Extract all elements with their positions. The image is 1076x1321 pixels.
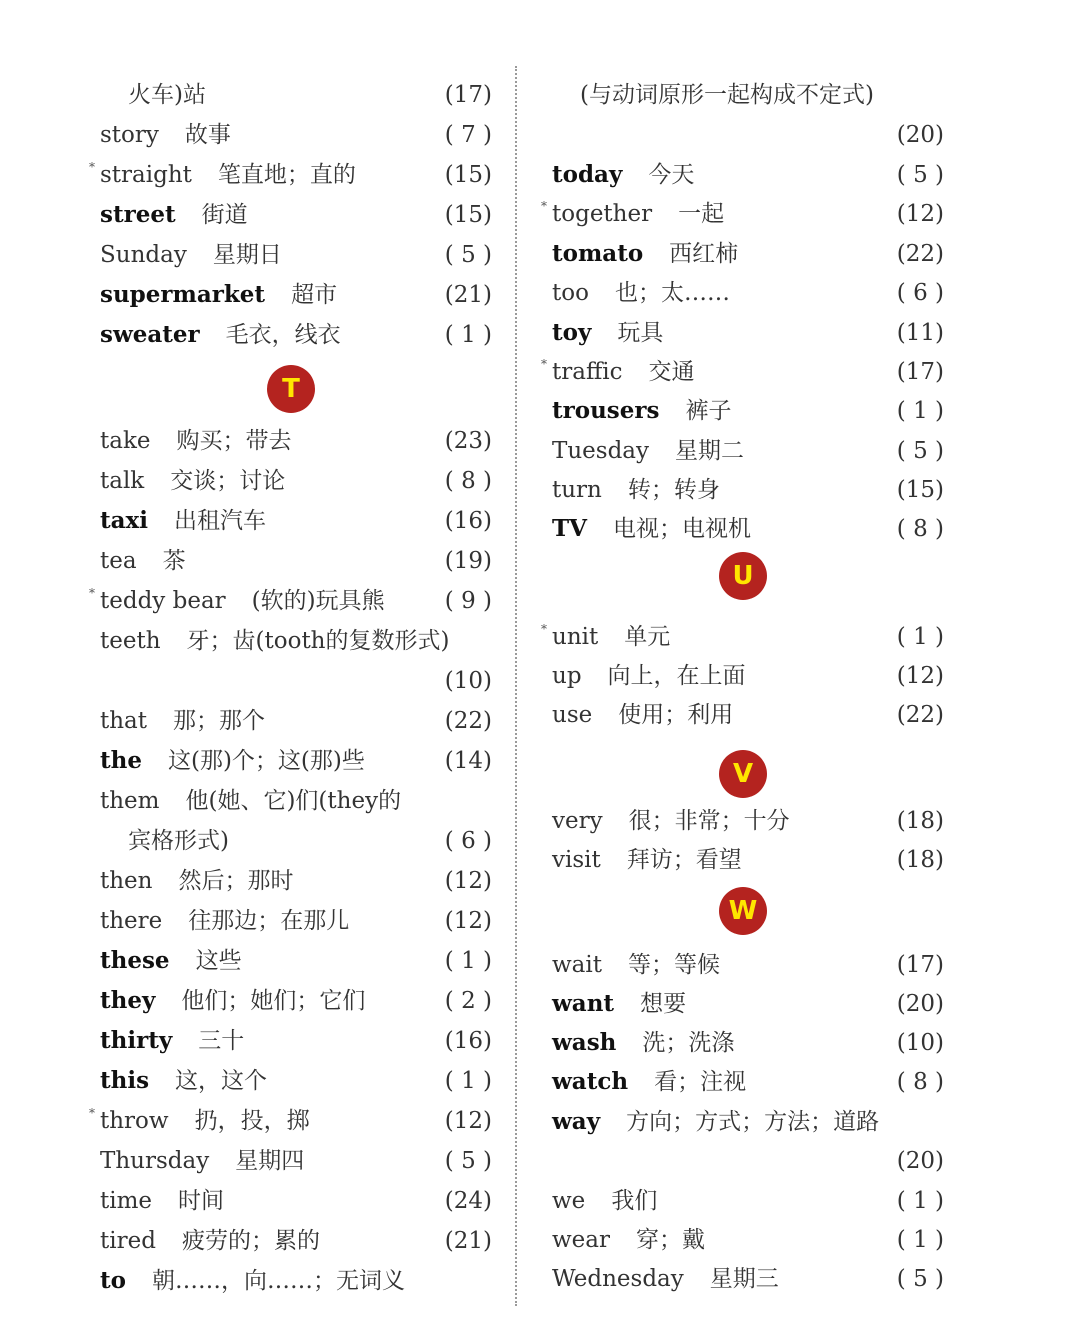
vocab-entry	[89, 1103, 492, 1139]
entry-meaning: 我们	[611, 1188, 658, 1214]
entry-word: there	[100, 908, 163, 934]
entry-meaning: 等；等候	[628, 952, 720, 978]
entry-page-number: ( 6 )	[444, 828, 492, 854]
entry-page-number: ( 1 )	[896, 1188, 944, 1214]
star-marker: *	[541, 622, 547, 636]
entry-word: watch	[552, 1068, 629, 1095]
entry-meaning: 交通	[648, 359, 695, 385]
vocab-entry	[100, 663, 492, 699]
vocab-entry	[89, 583, 492, 619]
vocab-entry	[552, 1104, 944, 1140]
entry-meaning: 朝……，向……；无词义	[151, 1268, 405, 1294]
entry-page-number: (20)	[896, 1148, 944, 1174]
vocab-entry	[541, 619, 944, 655]
entry-page-number: ( 9 )	[444, 588, 492, 614]
entry-page-number: (15)	[444, 162, 492, 188]
entry-page-number: ( 1 )	[444, 322, 492, 348]
vocab-entry	[100, 423, 492, 459]
entry-meaning: 然后；那时	[178, 868, 294, 894]
vocab-entry	[541, 354, 944, 390]
vocab-entry	[89, 157, 492, 193]
entry-page-number: ( 5 )	[444, 242, 492, 268]
entry-meaning: 出租汽车	[173, 508, 266, 534]
vocab-entry	[100, 1263, 492, 1299]
entry-page-number: (18)	[896, 808, 944, 834]
entry-meaning: 玩具	[617, 320, 664, 346]
vocab-entry	[552, 842, 944, 878]
vocab-entry	[552, 472, 944, 508]
entry-word: take	[100, 428, 151, 454]
vocab-entry	[552, 1222, 944, 1258]
entry-page-number: ( 8 )	[896, 516, 944, 542]
entry-meaning: 一起	[678, 201, 725, 227]
vocab-entry	[100, 903, 492, 939]
entry-meaning: 洗；洗涤	[642, 1030, 735, 1056]
entry-word: them	[100, 788, 160, 814]
entry-meaning: 这，这个	[175, 1068, 268, 1094]
entry-page-number: (12)	[896, 663, 944, 689]
entry-page-number: (17)	[896, 952, 944, 978]
entry-word: TV	[552, 515, 587, 542]
star-marker: *	[89, 1106, 95, 1120]
vocab-entry	[541, 196, 944, 232]
entry-page-number: (11)	[896, 320, 944, 346]
entry-page-number: ( 5 )	[896, 162, 944, 188]
entry-page-number: (21)	[444, 1228, 492, 1254]
entry-word: wash	[552, 1029, 617, 1056]
section-badge-t: T	[267, 365, 315, 413]
entry-word: we	[552, 1188, 586, 1214]
entry-word: want	[552, 990, 615, 1017]
vocab-entry	[100, 277, 492, 313]
entry-word: Sunday	[100, 242, 187, 268]
entry-meaning: 裤子	[685, 398, 732, 424]
entry-word: this	[100, 1067, 150, 1094]
entry-page-number: (23)	[444, 428, 492, 454]
entry-page-number: (17)	[444, 82, 492, 108]
entry-word: they	[100, 987, 156, 1014]
vocab-entry	[100, 1183, 492, 1219]
vocab-entry	[552, 117, 944, 153]
vocab-entry	[552, 1183, 944, 1219]
vocab-entry	[100, 237, 492, 273]
vocab-entry	[552, 1143, 944, 1179]
entry-page-number: (12)	[444, 1108, 492, 1134]
vocab-entry	[552, 315, 944, 351]
vocab-entry	[100, 943, 492, 979]
vocab-entry	[100, 77, 492, 113]
entry-page-number: ( 5 )	[896, 438, 944, 464]
entry-page-number: ( 8 )	[444, 468, 492, 494]
entry-meaning: 他(她、它)们(they的	[185, 788, 402, 814]
vocab-entry	[552, 697, 944, 733]
vocab-entry	[552, 511, 944, 547]
entry-word: tea	[100, 548, 137, 574]
entry-meaning: 牙；齿(tooth的复数形式)	[186, 628, 450, 654]
entry-word: supermarket	[100, 281, 266, 308]
vocab-entry	[552, 658, 944, 694]
entry-meaning: 也；太……	[614, 280, 730, 306]
vocab-entry	[100, 1023, 492, 1059]
vocab-entry	[552, 803, 944, 839]
entry-word: then	[100, 868, 153, 894]
vocab-entry	[552, 986, 944, 1022]
star-marker: *	[541, 199, 547, 213]
vocab-entry	[552, 236, 944, 272]
vocab-entry	[552, 1261, 944, 1297]
entry-meaning: 星期二	[675, 438, 744, 464]
entry-page-number: (15)	[896, 477, 944, 503]
vocab-entry	[100, 743, 492, 779]
entry-word: to	[100, 1267, 126, 1294]
entry-page-number: (15)	[444, 202, 492, 228]
entry-word: tomato	[552, 240, 644, 267]
entry-word: teddy bear	[100, 588, 226, 614]
entry-meaning: 使用；利用	[618, 702, 734, 728]
entry-word: very	[552, 808, 603, 834]
vocab-entry	[100, 463, 492, 499]
entry-word: the	[100, 747, 142, 774]
vocab-entry	[552, 77, 944, 113]
entry-page-number: ( 8 )	[896, 1069, 944, 1095]
vocab-entry	[100, 983, 492, 1019]
entry-meaning: 很；非常；十分	[628, 808, 790, 834]
entry-word: sweater	[100, 321, 200, 348]
entry-page-number: (24)	[444, 1188, 492, 1214]
entry-meaning: 单元	[624, 624, 671, 650]
entry-meaning: 茶	[162, 548, 186, 574]
vocab-entry	[552, 393, 944, 429]
entry-word: Tuesday	[552, 438, 649, 464]
vocab-entry	[552, 1064, 944, 1100]
entry-word: these	[100, 947, 170, 974]
entry-page-number: ( 2 )	[444, 988, 492, 1014]
entry-meaning: 穿；戴	[636, 1227, 706, 1253]
entry-page-number: (17)	[896, 359, 944, 385]
entry-word: straight	[100, 162, 192, 188]
entry-meaning: 时间	[178, 1188, 225, 1214]
entry-word: way	[552, 1108, 601, 1135]
entry-page-number: (18)	[896, 847, 944, 873]
entry-meaning: 他们；她们；它们	[181, 988, 366, 1014]
entry-word: too	[552, 280, 589, 306]
entry-page-number: (16)	[444, 1028, 492, 1054]
entry-page-number: (14)	[444, 748, 492, 774]
entry-page-number: (16)	[444, 508, 492, 534]
entry-word: throw	[100, 1108, 169, 1134]
entry-meaning: 今天	[648, 162, 695, 188]
vocab-entry	[100, 117, 492, 153]
entry-meaning: 扔，投，掷	[194, 1108, 310, 1134]
entry-meaning: 向上，在上面	[607, 663, 746, 689]
section-badge-u: U	[719, 552, 767, 600]
entry-meaning: 往那边；在那儿	[188, 908, 350, 934]
entry-word: thirty	[100, 1027, 173, 1054]
entry-page-number: ( 1 )	[896, 624, 944, 650]
vocab-entry	[552, 157, 944, 193]
entry-word: that	[100, 708, 148, 734]
entry-page-number: ( 1 )	[444, 948, 492, 974]
entry-word: teeth	[100, 628, 161, 654]
vocab-entry	[100, 823, 492, 859]
entry-page-number: (12)	[444, 908, 492, 934]
section-badge-w: W	[719, 887, 767, 935]
entry-word: wear	[552, 1227, 611, 1253]
entry-word: turn	[552, 477, 602, 503]
entry-word: tired	[100, 1228, 156, 1254]
entry-continuation: (与动词原形一起构成不定式)	[580, 82, 874, 108]
entry-word: use	[552, 702, 593, 728]
vocab-entry	[100, 197, 492, 233]
column-divider	[515, 66, 517, 1306]
star-marker: *	[541, 357, 547, 371]
entry-page-number: (22)	[896, 241, 944, 267]
entry-word: Thursday	[100, 1148, 210, 1174]
entry-page-number: (12)	[444, 868, 492, 894]
entry-meaning: 拜访；看望	[626, 847, 742, 873]
entry-word: visit	[552, 847, 601, 873]
entry-meaning: 转；转身	[627, 477, 720, 503]
section-badge-v: V	[719, 750, 767, 798]
entry-page-number: ( 1 )	[444, 1068, 492, 1094]
entry-page-number: ( 5 )	[896, 1266, 944, 1292]
entry-word: together	[552, 201, 653, 227]
vocab-entry	[100, 1223, 492, 1259]
entry-meaning: 想要	[640, 991, 687, 1017]
entry-page-number: ( 1 )	[896, 398, 944, 424]
vocab-entry	[100, 543, 492, 579]
star-marker: *	[89, 586, 95, 600]
vocab-entry	[100, 1063, 492, 1099]
entry-page-number: (10)	[444, 668, 492, 694]
entry-meaning: (软的)玩具熊	[251, 588, 385, 614]
entry-page-number: (20)	[896, 991, 944, 1017]
entry-page-number: (19)	[444, 548, 492, 574]
vocab-entry	[552, 433, 944, 469]
entry-page-number: (10)	[896, 1030, 944, 1056]
entry-word: trousers	[552, 397, 660, 424]
entry-word: taxi	[100, 507, 148, 534]
entry-word: unit	[552, 624, 599, 650]
entry-continuation: 火车)站	[128, 82, 206, 108]
vocab-entry	[100, 623, 492, 659]
entry-meaning: 笔直地；直的	[217, 162, 356, 188]
entry-meaning: 超市	[291, 282, 338, 308]
entry-page-number: ( 6 )	[896, 280, 944, 306]
star-marker: *	[89, 160, 95, 174]
entry-page-number: (22)	[444, 708, 492, 734]
entry-continuation: 宾格形式)	[128, 828, 229, 854]
entry-meaning: 购买；带去	[176, 428, 292, 454]
entry-meaning: 毛衣，线衣	[225, 322, 341, 348]
entry-meaning: 这些	[195, 948, 242, 974]
entry-meaning: 三十	[198, 1028, 245, 1054]
entry-word: Wednesday	[552, 1266, 684, 1292]
entry-meaning: 星期四	[235, 1148, 305, 1174]
entry-meaning: 星期三	[709, 1266, 779, 1292]
vocab-entry	[100, 503, 492, 539]
entry-word: time	[100, 1188, 153, 1214]
entry-page-number: (21)	[444, 282, 492, 308]
entry-meaning: 那；那个	[173, 708, 266, 734]
entry-word: toy	[552, 319, 592, 346]
vocab-entry	[100, 317, 492, 353]
entry-meaning: 方向；方式；方法；道路	[626, 1109, 880, 1135]
vocab-entry	[552, 275, 944, 311]
entry-word: story	[100, 122, 159, 148]
entry-meaning: 这(那)个；这(那)些	[167, 748, 365, 774]
vocab-entry	[100, 703, 492, 739]
vocab-entry	[552, 947, 944, 983]
entry-meaning: 星期日	[212, 242, 282, 268]
entry-word: talk	[100, 468, 145, 494]
entry-word: wait	[552, 952, 602, 978]
entry-page-number: ( 1 )	[896, 1227, 944, 1253]
vocab-entry	[552, 1025, 944, 1061]
entry-page-number: (12)	[896, 201, 944, 227]
entry-meaning: 故事	[184, 122, 231, 148]
entry-meaning: 疲劳的；累的	[181, 1228, 320, 1254]
entry-page-number: ( 7 )	[444, 122, 492, 148]
vocab-entry	[100, 863, 492, 899]
entry-word: today	[552, 161, 623, 188]
entry-meaning: 看；注视	[654, 1069, 747, 1095]
entry-page-number: (20)	[896, 122, 944, 148]
entry-meaning: 交谈；讨论	[170, 468, 286, 494]
vocab-entry	[100, 1143, 492, 1179]
vocab-entry	[100, 783, 492, 819]
entry-meaning: 街道	[201, 202, 248, 228]
entry-word: street	[100, 201, 176, 228]
entry-page-number: ( 5 )	[444, 1148, 492, 1174]
entry-word: traffic	[552, 359, 623, 385]
entry-page-number: (22)	[896, 702, 944, 728]
entry-word: up	[552, 663, 582, 689]
entry-meaning: 电视；电视机	[612, 516, 751, 542]
entry-meaning: 西红柿	[669, 241, 739, 267]
